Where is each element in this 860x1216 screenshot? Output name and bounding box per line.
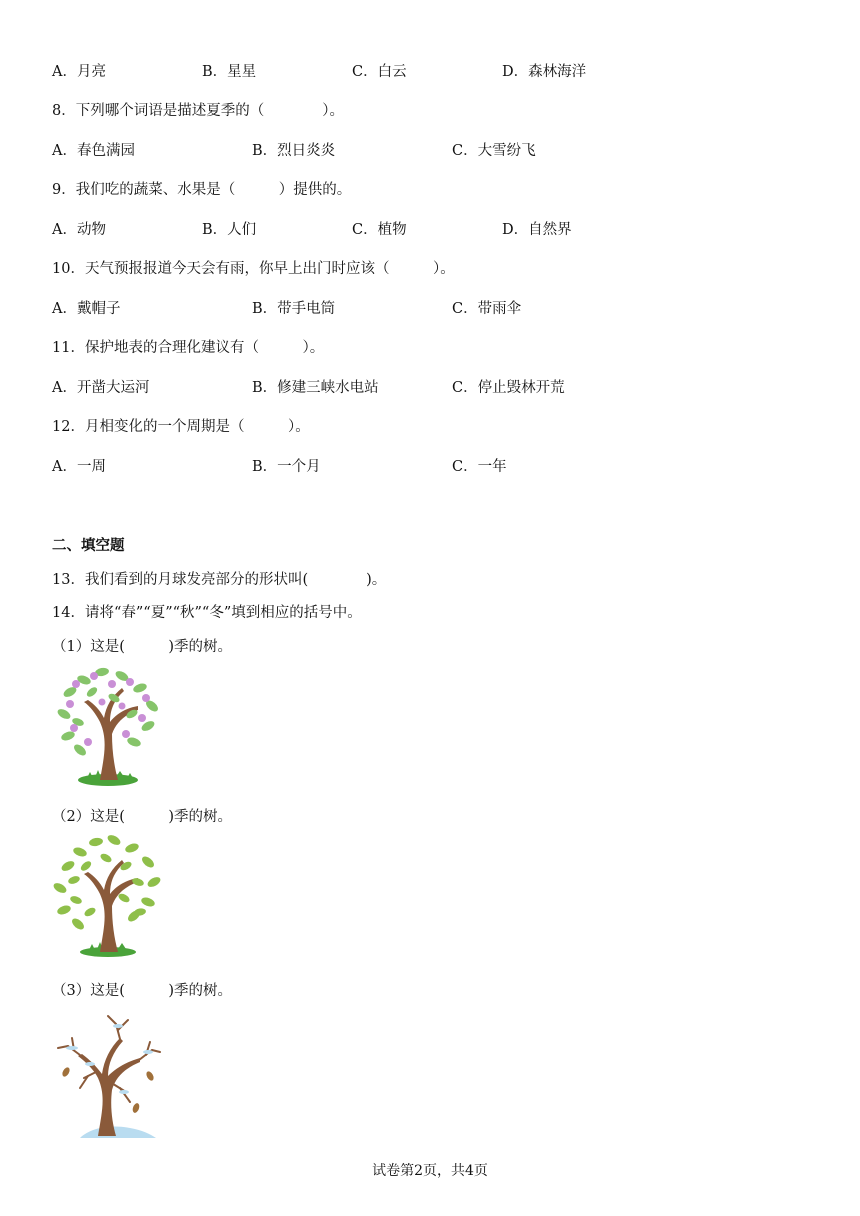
q7-option-b: B．星星 — [202, 64, 257, 80]
q11-text: 11．保护地表的合理化建议有（ ）。 — [52, 340, 325, 356]
q10-text: 10．天气预报报道今天会有雨，你早上出门时应该（ ）。 — [52, 261, 455, 277]
q7-option-d: D．森林海洋 — [502, 64, 587, 80]
section-title: 二、填空题 — [52, 538, 125, 554]
q10-option-a: A．戴帽子 — [52, 301, 121, 317]
q10-option-b: B．带手电筒 — [252, 301, 336, 317]
q14-text: 14．请将“春”“夏”“秋”“冬”填到相应的括号中。 — [52, 605, 362, 621]
q9-text: 9．我们吃的蔬菜、水果是（ ）提供的。 — [52, 182, 352, 198]
q14-sub2-text: （2）这是( )季的树。 — [52, 809, 233, 825]
q8-option-b: B．烈日炎炎 — [252, 143, 336, 159]
q14-sub3-text: （3）这是( )季的树。 — [52, 983, 233, 999]
q11-option-a: A．开凿大运河 — [52, 380, 150, 396]
q7-option-c: C．白云 — [352, 64, 407, 80]
q12-text: 12．月相变化的一个周期是（ ）。 — [52, 419, 310, 435]
q8-text: 8．下列哪个词语是描述夏季的（ ）。 — [52, 103, 344, 119]
q11-option-c: C．停止毁林开荒 — [452, 380, 565, 396]
page-footer: 试卷第2页，共4页 — [372, 1163, 488, 1179]
q8-option-a: A．春色满园 — [52, 143, 135, 159]
q12-option-c: C．一年 — [452, 459, 507, 475]
q9-option-a: A．动物 — [52, 222, 106, 238]
q8-option-c: C．大雪纷飞 — [452, 143, 536, 159]
q13-text: 13．我们看到的月球发亮部分的形状叫( )。 — [52, 572, 387, 588]
q9-option-c: C．植物 — [352, 222, 407, 238]
q7-option-a: A．月亮 — [52, 64, 106, 80]
q11-option-b: B．修建三峡水电站 — [252, 380, 379, 396]
q9-option-d: D．自然界 — [502, 222, 572, 238]
q12-option-b: B．一个月 — [252, 459, 321, 475]
winter-tree-image — [50, 1012, 166, 1140]
q12-option-a: A．一周 — [52, 459, 106, 475]
q14-sub1-text: （1）这是( )季的树。 — [52, 639, 233, 655]
spring-tree-image — [50, 662, 166, 790]
q10-option-c: C．带雨伞 — [452, 301, 522, 317]
summer-tree-image — [50, 832, 166, 960]
q9-option-b: B．人们 — [202, 222, 257, 238]
